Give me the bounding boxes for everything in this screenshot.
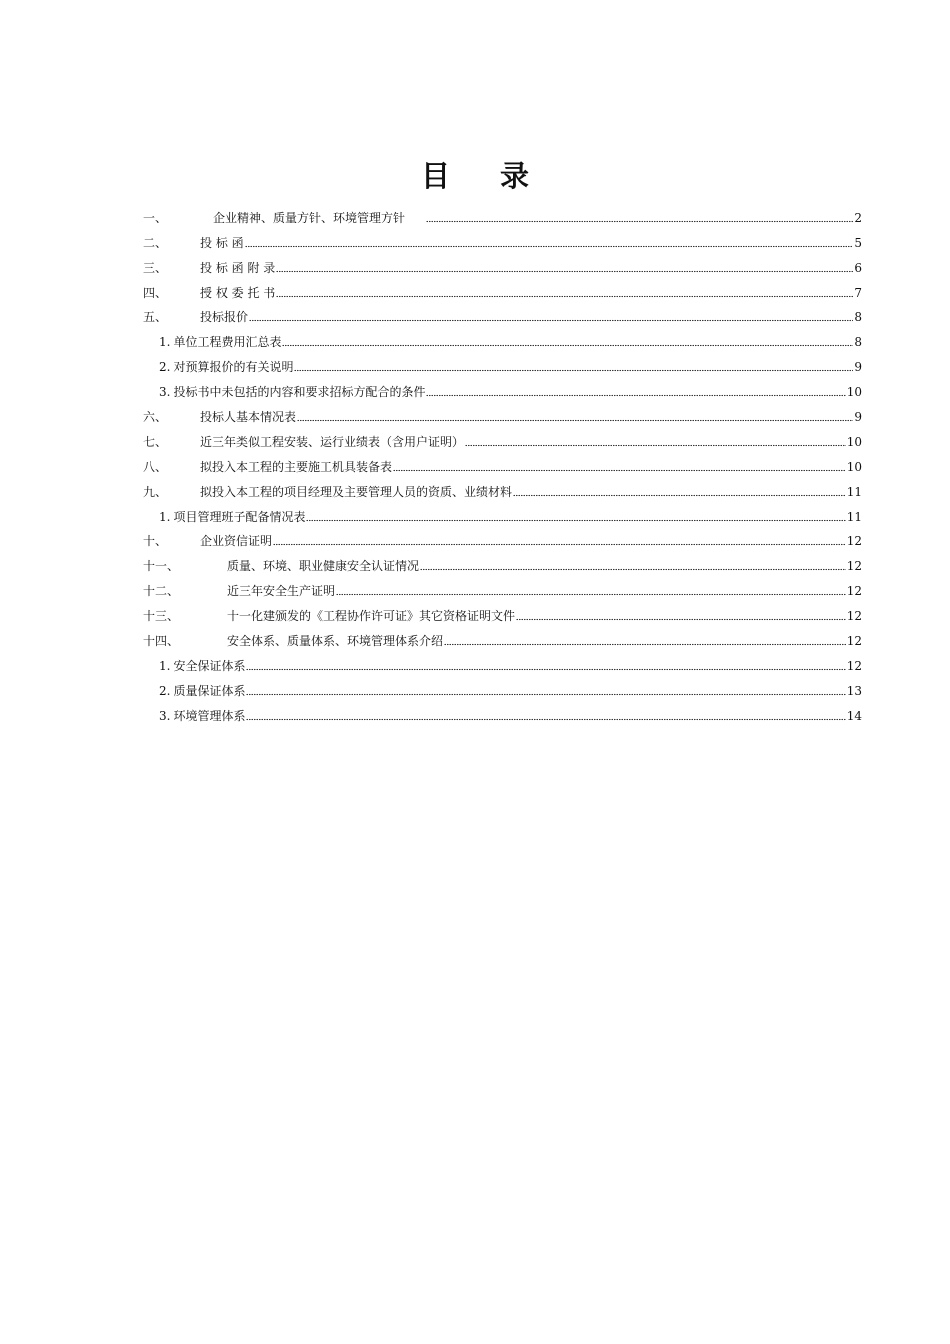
dot-leader [276,264,853,273]
toc-entry-page-number: 10 [846,385,862,400]
toc-title: 目 录 [420,159,550,193]
dot-leader [513,488,846,497]
toc-entry-text: 对预算报价的有关说明 [173,360,294,375]
toc-entry-page-number: 12 [846,584,862,599]
dot-leader [246,712,845,721]
toc-entry-page-number: 9 [854,360,862,375]
toc-entry-number: 1. [159,335,171,350]
toc-subentry[interactable] [143,375,862,400]
dot-leader [249,313,853,322]
toc-entry-number: 十、 [143,534,168,549]
toc-entry-page-number: 11 [846,484,862,499]
dot-leader [245,239,854,248]
toc-entry-number: 七、 [143,434,168,449]
toc-subentry[interactable] [143,350,862,375]
toc-entry[interactable] [143,400,862,425]
dot-leader [426,388,845,397]
toc-entry-text: 拟投入本工程的主要施工机具装备表 [200,459,393,474]
dot-leader [444,637,846,646]
toc-entry-page-number: 11 [846,509,862,524]
toc-entry[interactable] [143,475,862,500]
toc-entry-number: 九、 [143,484,168,499]
toc-entry-text: 投标人基本情况表 [200,410,297,425]
toc-subentry[interactable] [143,699,862,724]
toc-entry-text: 近三年安全生产证明 [227,584,336,599]
toc-entry-text: 投 标 函 附 录 [200,260,276,275]
toc-entry-page-number: 12 [846,534,862,549]
toc-entry-text: 企业精神、质量方针、环境管理方针 [213,210,406,225]
toc-entry-number: 3. [159,385,171,400]
toc-entry-number: 十三、 [143,609,180,624]
toc-entry-number: 二、 [143,235,168,250]
toc-entry[interactable] [143,276,862,301]
toc-entry[interactable] [143,251,862,276]
toc-entry-number: 五、 [143,310,168,325]
toc-subentry[interactable] [143,500,862,525]
toc-subentry[interactable] [143,649,862,674]
toc-entry-page-number: 2 [854,210,862,225]
toc-entry-number: 1. [159,658,171,673]
toc-entry-text: 授 权 委 托 书 [200,285,276,300]
toc-entry[interactable] [143,549,862,574]
dot-leader [246,687,845,696]
toc-entry-text: 拟投入本工程的项目经理及主要管理人员的资质、业绩材料 [200,484,513,499]
toc-entry-text: 环境管理体系 [173,708,246,723]
toc-entry[interactable] [143,624,862,649]
toc-entry-page-number: 14 [846,708,862,723]
dot-leader [426,214,853,223]
toc-entry-text: 投标报价 [200,310,249,325]
dot-leader [273,537,846,546]
toc-entry-page-number: 12 [846,609,862,624]
toc-entry[interactable] [143,425,862,450]
toc-entry[interactable] [143,201,862,226]
toc-entry-number: 3. [159,708,171,723]
toc-entry-text: 安全体系、质量体系、环境管理体系介绍 [227,634,444,649]
toc-entry[interactable] [143,226,862,251]
toc-entry-page-number: 8 [854,335,862,350]
toc-entry-text: 投 标 函 [200,235,244,250]
toc-entry[interactable] [143,599,862,624]
toc-entry-number: 三、 [143,260,168,275]
toc-entry-page-number: 13 [846,683,862,698]
dot-leader [246,662,845,671]
toc-entry[interactable] [143,525,862,550]
dot-leader [282,338,853,347]
dot-leader [393,463,846,472]
toc-list [143,201,862,724]
toc-entry-text: 企业资信证明 [200,534,273,549]
toc-entry-text: 安全保证体系 [173,658,246,673]
toc-entry-page-number: 9 [854,410,862,425]
toc-entry-number: 六、 [143,410,168,425]
toc-entry-page-number: 12 [846,559,862,574]
toc-entry-number: 十一、 [143,559,180,574]
toc-entry-text: 十一化建颁发的《工程协作许可证》其它资格证明文件 [227,609,516,624]
dot-leader [336,587,846,596]
toc-entry-number: 八、 [143,459,168,474]
dot-leader [276,289,853,298]
toc-entry-text: 单位工程费用汇总表 [173,335,282,350]
toc-entry-number: 十二、 [143,584,180,599]
toc-entry-page-number: 7 [854,285,862,300]
dot-leader [420,562,846,571]
toc-entry-number: 2. [159,360,171,375]
toc-entry-text: 质量、环境、职业健康安全认证情况 [227,559,420,574]
toc-entry-page-number: 12 [846,634,862,649]
toc-entry-page-number: 5 [854,235,862,250]
toc-entry-page-number: 10 [846,459,862,474]
toc-entry-page-number: 10 [846,434,862,449]
toc-entry[interactable] [143,574,862,599]
toc-entry-page-number: 6 [854,260,862,275]
dot-leader [297,413,853,422]
toc-entry-number: 1. [159,509,171,524]
dot-leader [465,438,846,447]
dot-leader [306,513,845,522]
toc-entry-text: 近三年类似工程安装、运行业绩表（含用户证明） [200,434,465,449]
toc-entry-page-number: 8 [854,310,862,325]
toc-entry-number: 十四、 [143,634,180,649]
toc-entry-text: 投标书中未包括的内容和要求招标方配合的条件 [173,385,426,400]
toc-subentry[interactable] [143,674,862,699]
toc-entry-number: 四、 [143,285,168,300]
toc-entry[interactable] [143,450,862,475]
dot-leader [294,363,853,372]
toc-entry-text: 项目管理班子配备情况表 [173,509,306,524]
toc-entry-number: 一、 [143,210,168,225]
toc-entry-number: 2. [159,683,171,698]
dot-leader [516,612,846,621]
toc-entry[interactable] [143,301,862,326]
toc-entry-page-number: 12 [846,658,862,673]
toc-entry-text: 质量保证体系 [173,683,246,698]
toc-subentry[interactable] [143,325,862,350]
